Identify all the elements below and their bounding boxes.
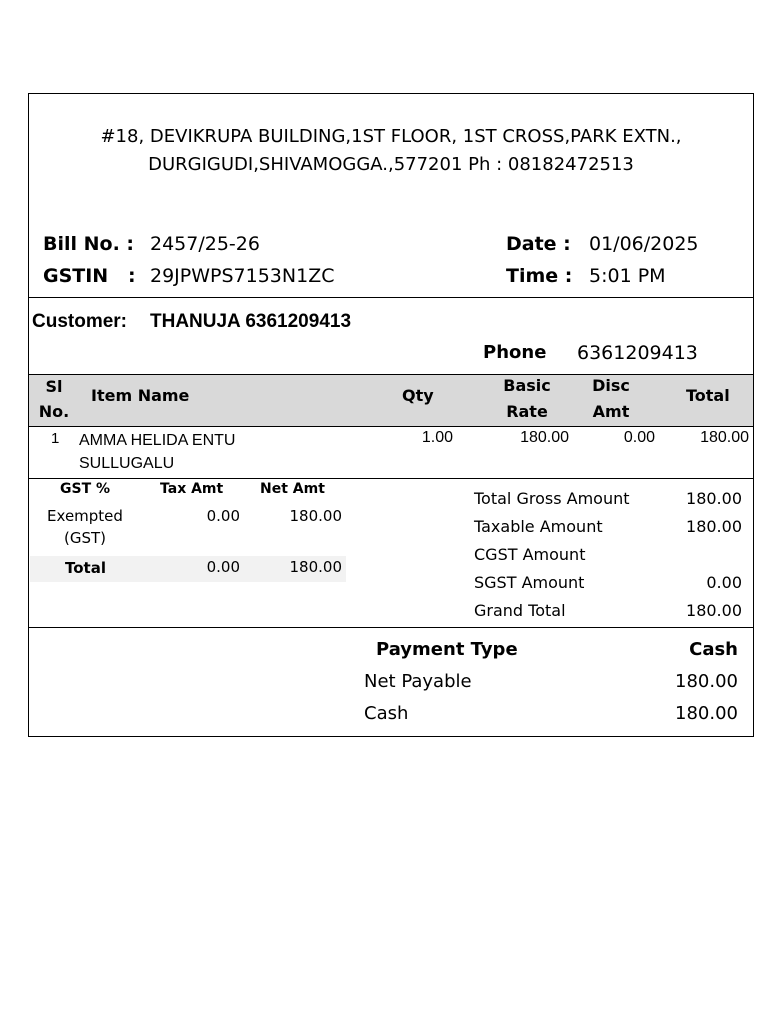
- date-value: 01/06/2025: [589, 233, 699, 255]
- phone-value: 6361209413: [577, 342, 698, 364]
- time-label: Time :: [506, 265, 573, 287]
- tax-total-label: Total: [65, 559, 106, 577]
- amount-summary: [470, 480, 750, 625]
- col-disc-line1: Disc: [592, 376, 630, 395]
- divider-items: [28, 478, 754, 479]
- taxable-value: 180.00: [686, 517, 742, 536]
- time-value: 5:01 PM: [589, 265, 666, 287]
- col-rate-line1: Basic: [503, 376, 551, 395]
- net-payable-value: 180.00: [675, 671, 738, 692]
- payment-type-value: Cash: [689, 639, 738, 660]
- payment-section: [360, 630, 750, 734]
- gstin-label: GSTIN :: [43, 265, 136, 287]
- col-sl-line2: No.: [38, 402, 70, 421]
- bill-no-value: 2457/25-26: [150, 233, 260, 255]
- shop-address-line1: #18, DEVIKRUPA BUILDING,1ST FLOOR, 1ST CROSS,PARK EXTN.,: [100, 126, 682, 147]
- items-table-header: [29, 374, 753, 427]
- row-disc: 0.00: [623, 429, 655, 446]
- tax-total-net-amt: 180.00: [289, 558, 342, 576]
- cash-label: Cash: [364, 703, 409, 724]
- tax-row-gst-line1: Exempted: [47, 507, 123, 525]
- divider-meta: [28, 297, 754, 298]
- tax-col-gst: GST %: [60, 481, 111, 497]
- divider-summary: [28, 627, 754, 628]
- col-total: Total: [686, 386, 730, 405]
- col-item-name: Item Name: [91, 386, 190, 405]
- phone-label: Phone: [483, 342, 547, 363]
- sgst-label: SGST Amount: [474, 573, 585, 592]
- col-sl-line1: Sl: [45, 377, 63, 396]
- gstin-value: 29JPWPS7153N1ZC: [150, 265, 335, 287]
- taxable-label: Taxable Amount: [474, 517, 603, 536]
- cgst-label: CGST Amount: [474, 545, 586, 564]
- tax-total-tax-amt: 0.00: [206, 558, 240, 576]
- customer-name: THANUJA 6361209413: [150, 311, 352, 332]
- sgst-value: 0.00: [706, 573, 742, 592]
- row-item-name-line1: AMMA HELIDA ENTU: [79, 432, 236, 449]
- col-disc-line2: Amt: [592, 402, 630, 421]
- customer-label: Customer:: [32, 311, 128, 332]
- row-qty: 1.00: [421, 429, 453, 446]
- row-rate: 180.00: [520, 429, 569, 446]
- grand-total-value: 180.00: [686, 601, 742, 620]
- row-total: 180.00: [700, 429, 749, 446]
- shop-address-line2: DURGIGUDI,SHIVAMOGGA.,577201 Ph : 08182472513: [148, 154, 634, 175]
- tax-col-tax-amt: Tax Amt: [160, 481, 224, 497]
- table-row: [29, 427, 753, 478]
- row-item-name-line2: SULLUGALU: [79, 455, 175, 472]
- cash-value: 180.00: [675, 703, 738, 724]
- bill-no-label: Bill No. :: [43, 233, 135, 255]
- gross-label: Total Gross Amount: [474, 489, 630, 508]
- net-payable-label: Net Payable: [364, 671, 472, 692]
- grand-total-label: Grand Total: [474, 601, 566, 620]
- payment-type-label: Payment Type: [376, 639, 518, 660]
- tax-row-net-amt: 180.00: [289, 507, 342, 525]
- tax-total-row: [30, 556, 346, 582]
- tax-row-tax-amt: 0.00: [206, 507, 240, 525]
- row-sl: 1: [51, 430, 60, 447]
- gross-value: 180.00: [686, 489, 742, 508]
- col-rate-line2: Rate: [506, 402, 548, 421]
- tax-col-net-amt: Net Amt: [260, 481, 325, 497]
- col-qty: Qty: [402, 386, 434, 405]
- tax-row-gst-line2: (GST): [63, 529, 106, 547]
- tax-table: [30, 480, 346, 584]
- date-label: Date :: [506, 233, 571, 255]
